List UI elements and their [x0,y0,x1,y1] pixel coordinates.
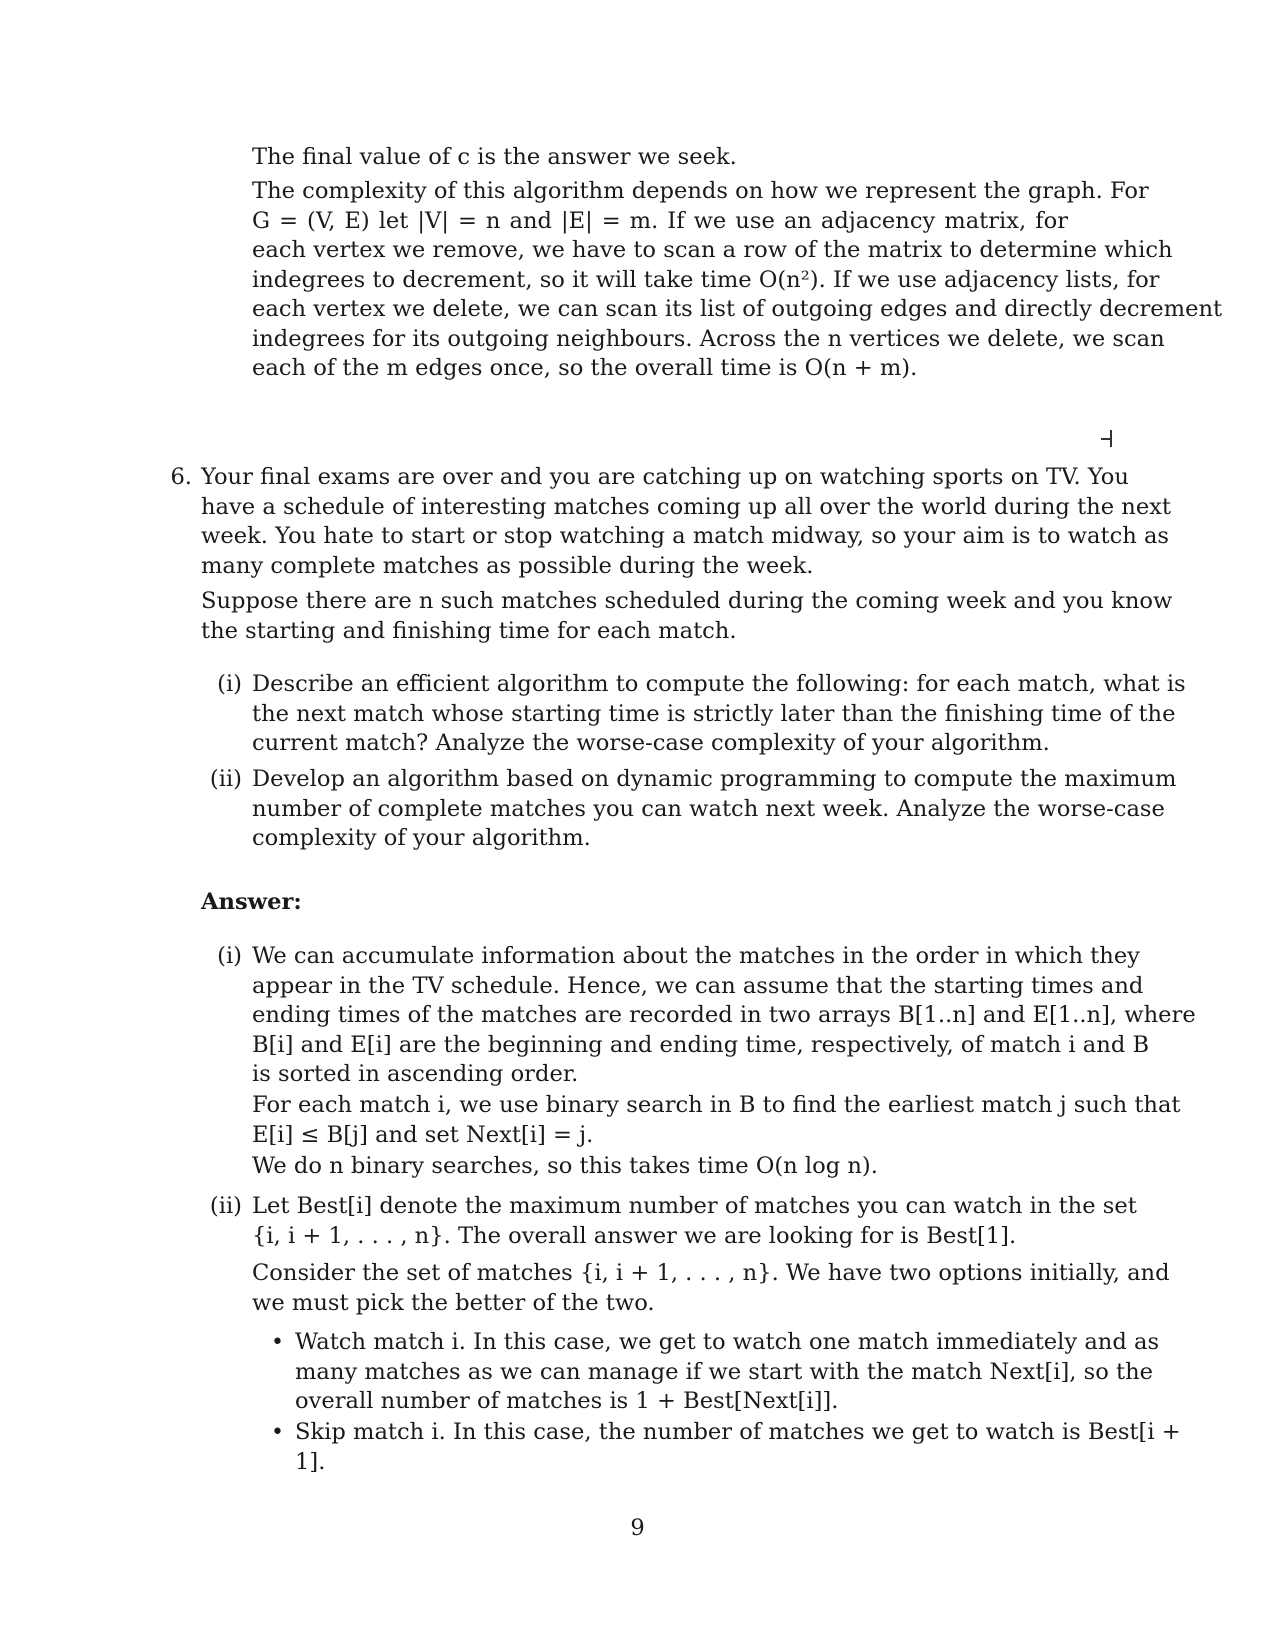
page-number: 9 [630,1515,645,1541]
question-part-i-label: (i) [217,671,242,697]
question-part-ii-label: (ii) [209,766,242,792]
answer-heading: Answer: [201,889,302,915]
question-paragraph-1: Your final exams are over and you are catching up on watching sports on TV. You have a schedule of interesting matches coming up all over the world during the next week. You hate to start or stop watching a match midway, so your aim is to watch as many complete matches as possible during the week. [201,464,1172,579]
bullet-watch-match: Watch match i. In this case, we get to watch one match immediately and as many matches as we can manage if we start with the match Next[i], so the overall number of matches is 1 + Best[Next[i]]. [295,1329,1160,1414]
proof-end-symbol [1098,430,1112,448]
bullet-dot: • [271,1420,284,1445]
answer-part-i-paragraph-3: We do n binary searches, so this takes time O(n log n). [252,1153,878,1179]
question-part-i: Describe an efficient algorithm to compute the following: for each match, what is the next match whose starting time is strictly later than the finishing time of the current match? Analyze the worse-case complexity of your algorithm. [252,671,1186,756]
final-value-line: The final value of c is the answer we seek. [252,144,737,170]
answer-part-i-paragraph-2: For each match i, we use binary search in B to find the earliest match j such that E[i] ≤ B[j] and set Next[i] = j. [252,1092,1181,1148]
answer-part-ii-paragraph-2: Consider the set of matches {i, i + 1, . . . , n}. We have two options initially, and we must pick the better of the two. [252,1260,1170,1316]
complexity-paragraph: The complexity of this algorithm depends on how we represent the graph. For G = (V, E) let |V| = n and |E| = m. If we use an adjacency matrix, for each vertex we remove, we have to scan a row of the matrix to determine which indegrees to decrement, so it will take time O(n²). If we use adjacency lists, for each vertex we delete, we can scan its list of outgoing edges and directly decrement indegrees for its outgoing neighbours. Across the n vertices we delete, we scan each of the m edges once, so the overall time is O(n + m). [252,178,1223,381]
answer-part-i-paragraph-1: We can accumulate information about the matches in the order in which they appear in the TV schedule. Hence, we can assume that the starting times and ending times of the matches are recorded in two arrays B[1..n] and E[1..n], where B[i] and E[i] are the beginning and ending time, respectively, of match i and B is sorted in ascending order. [252,943,1196,1087]
question-part-ii: Develop an algorithm based on dynamic programming to compute the maximum number of complete matches you can watch next week. Analyze the worse-case complexity of your algorithm. [252,766,1177,851]
question-number: 6. [170,464,192,490]
bullet-skip-match: Skip match i. In this case, the number of matches we get to watch is Best[i + 1]. [295,1419,1181,1475]
question-paragraph-2: Suppose there are n such matches scheduled during the coming week and you know the starting and finishing time for each match. [201,588,1173,644]
answer-part-ii-label: (ii) [209,1193,242,1219]
bullet-dot: • [271,1330,284,1355]
answer-part-i-label: (i) [217,943,242,969]
answer-part-ii-paragraph-1: Let Best[i] denote the maximum number of matches you can watch in the set {i, i + 1, . . . , n}. The overall answer we are looking for is Best[1]. [252,1193,1137,1249]
